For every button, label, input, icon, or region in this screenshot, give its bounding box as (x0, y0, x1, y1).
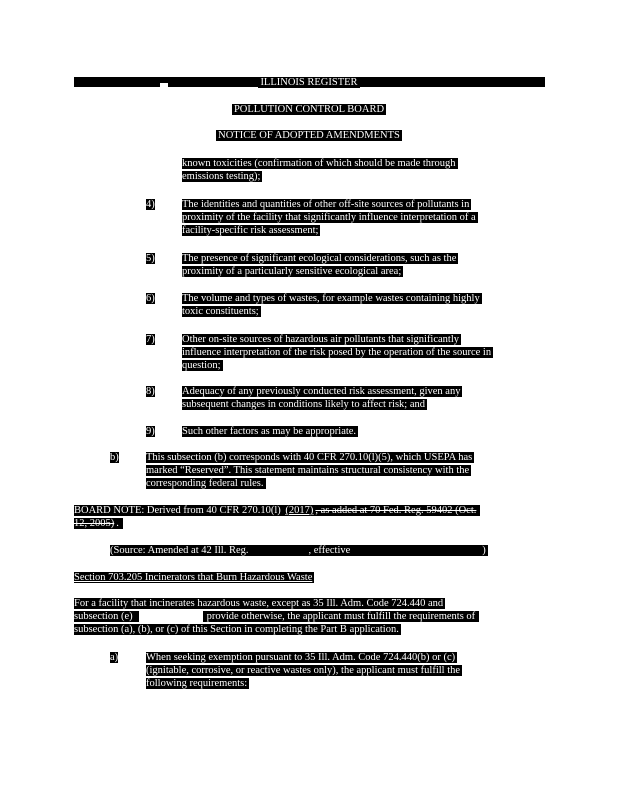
item-text: The identities and quantities of other off-site sources of pollutants in proximity of the facility that significantly influence interpretation of a facility-specific risk assessment; (182, 199, 476, 236)
board-title: POLLUTION CONTROL BOARD (233, 104, 385, 115)
item-number: b) (110, 452, 119, 463)
item-number: 6) (146, 293, 155, 304)
item-text: The volume and types of wastes, for example wastes containing highly toxic constituents; (182, 293, 480, 317)
item-number: 8) (146, 386, 155, 397)
effective-label: , effective (309, 545, 483, 556)
item-number: 5) (146, 253, 155, 264)
item-number: 4) (146, 199, 155, 210)
item-number: 7) (146, 334, 155, 345)
register-title: ILLINOIS REGISTER (260, 77, 358, 88)
item-text: Such other factors as may be appropriate. (182, 426, 357, 437)
item-text: Other on-site sources of hazardous air pollutants that significantly influence interpretation of the risk posed by the operation of the source in question; (182, 334, 492, 371)
board-note: BOARD NOTE: Derived from 40 CFR 270.10(l) (2017) , as added at 70 Fed. Reg. 59402 (Oct. 12, 2005) . (74, 504, 480, 530)
continuation-text: known toxicities (confirmation of which should be made through emissions testing); (182, 158, 456, 182)
source-note: (Source: Amended at 42 Ill. Reg. , effective ) (110, 545, 486, 556)
item-text: Adequacy of any previously conducted risk assessment, given any subsequent changes in conditions likely to affect risk; and (182, 386, 461, 410)
item-text: The presence of significant ecological considerations, such as the proximity of a particularly sensitive ecological area; (182, 253, 457, 277)
notice-title: NOTICE OF ADOPTED AMENDMENTS (218, 130, 400, 141)
section-title: Section 703.205 Incinerators that Burn Hazardous Waste (74, 572, 313, 583)
item-text: When seeking exemption pursuant to 35 Ill. Adm. Code 724.440(b) or (c) (ignitable, corrosive, or reactive wastes only), the applicant must fulfill the following requirements: (146, 652, 461, 689)
item-text: This subsection (b) corresponds with 40 CFR 270.10(l)(5), which USEPA has marked “Reserved”. This statement maintains structural consistency with the corresponding federal rules. (146, 452, 473, 489)
redacted-box (139, 611, 203, 622)
item-number: a) (110, 652, 119, 663)
section-paragraph: For a facility that incinerates hazardous waste, except as 35 Ill. Adm. Code 724.440 and subsection (e) provide otherwise, the applicant must fulfill the requirements of subsection (a), (b), or (c) of this Section in completing the Part B application. (74, 597, 479, 636)
item-number: 9) (146, 426, 155, 437)
